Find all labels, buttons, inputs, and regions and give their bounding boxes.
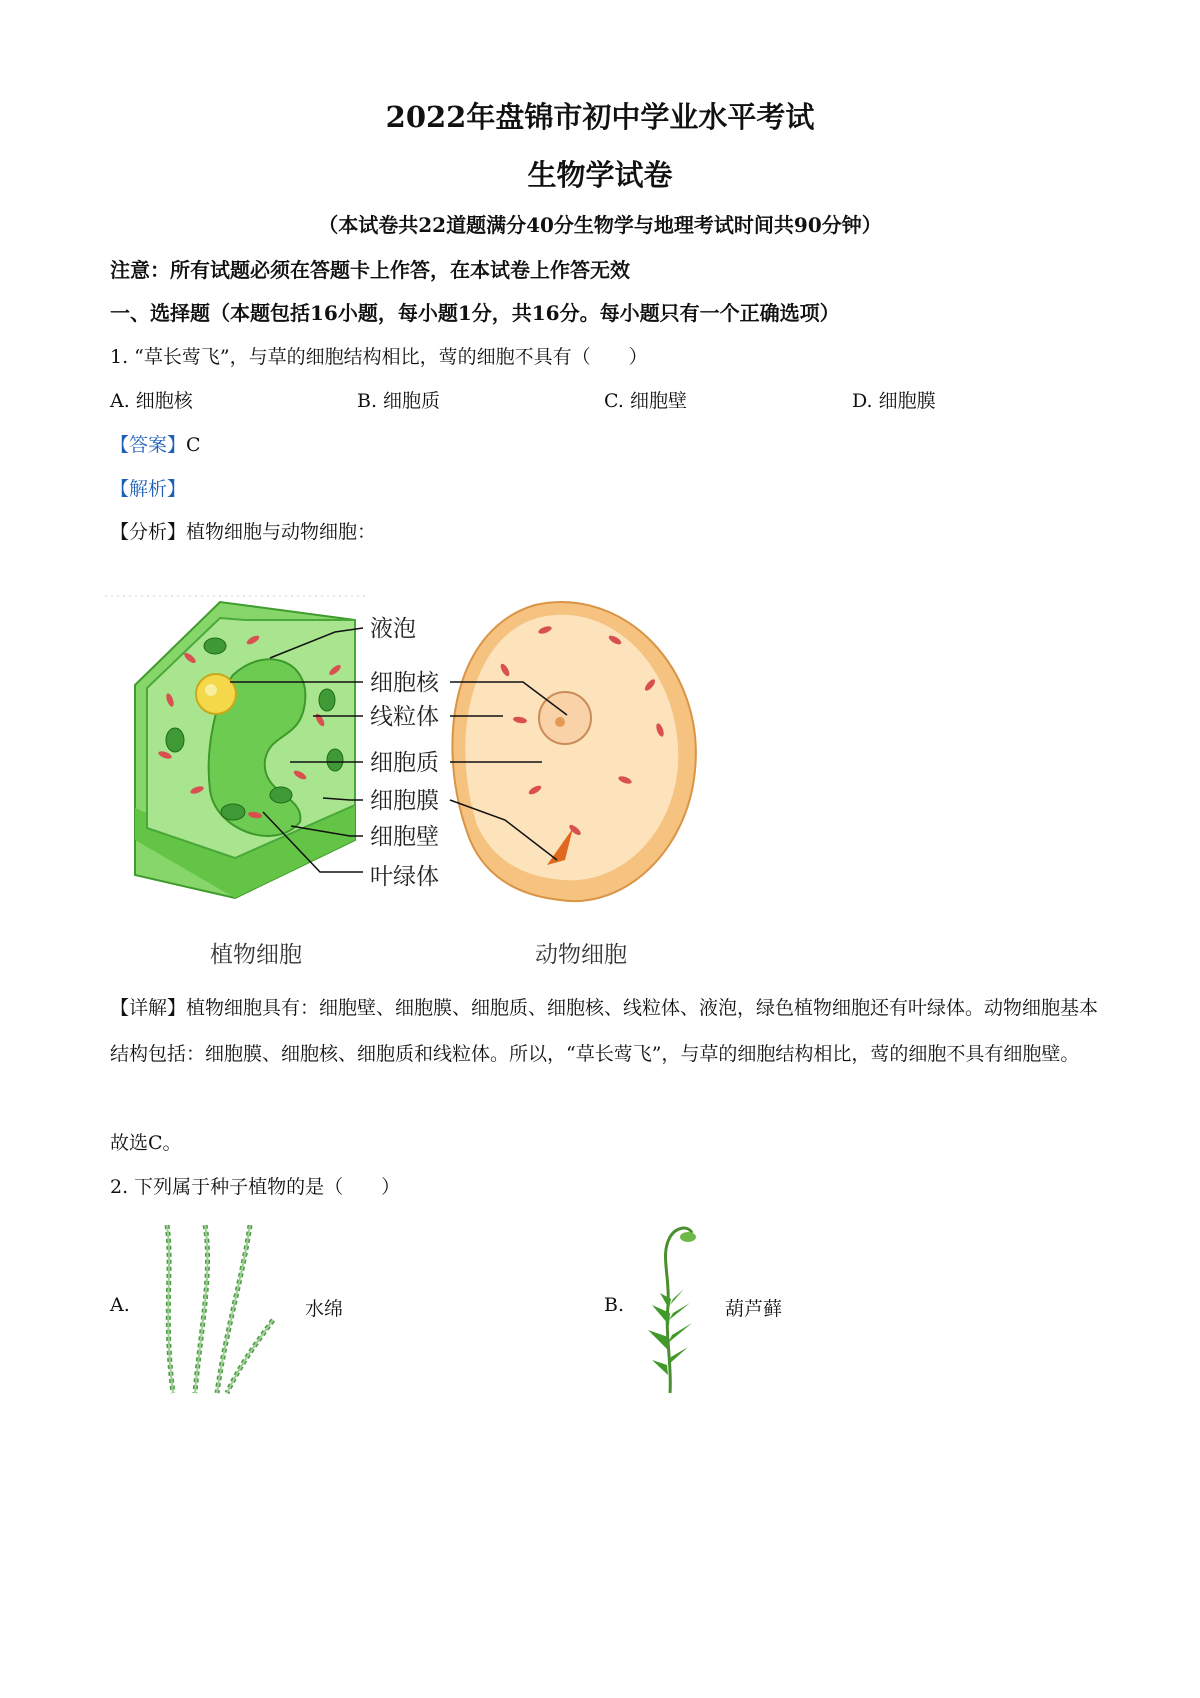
moss-image (640, 1225, 720, 1395)
answer-value: C (186, 434, 201, 456)
analysis-tag: 【解析】 (110, 478, 187, 500)
question-1-stem: 1. “草长莺飞”，与草的细胞结构相比，莺的细胞不具有（ ） (110, 346, 648, 368)
label-cytoplasm: 细胞质 (370, 750, 439, 776)
plant-cell-caption: 植物细胞 (210, 942, 302, 968)
section-heading: 一、选择题（本题包括16小题，每小题1分，共16分。每小题只有一个正确选项） (110, 301, 840, 325)
q1-conclusion: 故选C。 (110, 1132, 182, 1154)
exam-title: 2022年盘锦市初中学业水平考试 (385, 100, 815, 134)
q1-option-a: A. 细胞核 (110, 390, 193, 412)
detail-text: 【详解】植物细胞具有：细胞壁、细胞膜、细胞质、细胞核、线粒体、液泡，绿色植物细胞还有叶绿体。动物细胞基本结构包括：细胞膜、细胞核、细胞质和线粒体。所以，“草长莺飞”，与草的细胞结构相比，莺的细胞不具有细胞壁。 (110, 997, 1099, 1065)
q2-option-a-letter: A. (110, 1294, 130, 1316)
label-vacuole: 液泡 (370, 616, 416, 642)
label-nucleus: 细胞核 (370, 670, 439, 696)
q2-option-b-name: 葫芦藓 (725, 1298, 783, 1320)
exam-info: （本试卷共22道题满分40分生物学与地理考试时间共90分钟） (318, 213, 882, 237)
label-cell-membrane: 细胞膜 (370, 788, 439, 814)
plant-cell-illustration (135, 602, 355, 898)
q1-option-d: D. 细胞膜 (852, 390, 936, 412)
spirogyra-image (155, 1225, 285, 1395)
animal-cell-illustration (452, 602, 695, 901)
exam-subject: 生物学试卷 (527, 158, 673, 192)
q2-option-a-name: 水绵 (305, 1298, 344, 1320)
exam-notice: 注意：所有试题必须在答题卡上作答，在本试卷上作答无效 (110, 258, 630, 282)
answer-tag: 【答案】 (110, 434, 187, 456)
analysis-text: 【分析】植物细胞与动物细胞： (110, 521, 377, 543)
q1-option-c: C. 细胞壁 (604, 390, 687, 412)
question-2-stem: 2. 下列属于种子植物的是（ ） (110, 1176, 401, 1198)
q1-option-b: B. 细胞质 (357, 390, 441, 412)
label-chloroplast: 叶绿体 (370, 864, 439, 890)
label-mitochondria: 线粒体 (370, 704, 439, 730)
q1-answer (110, 430, 201, 457)
label-cell-wall: 细胞壁 (370, 824, 439, 850)
animal-cell-caption: 动物细胞 (535, 942, 627, 968)
q2-option-b-letter: B. (604, 1294, 625, 1316)
cell-structure-figure (105, 590, 785, 975)
